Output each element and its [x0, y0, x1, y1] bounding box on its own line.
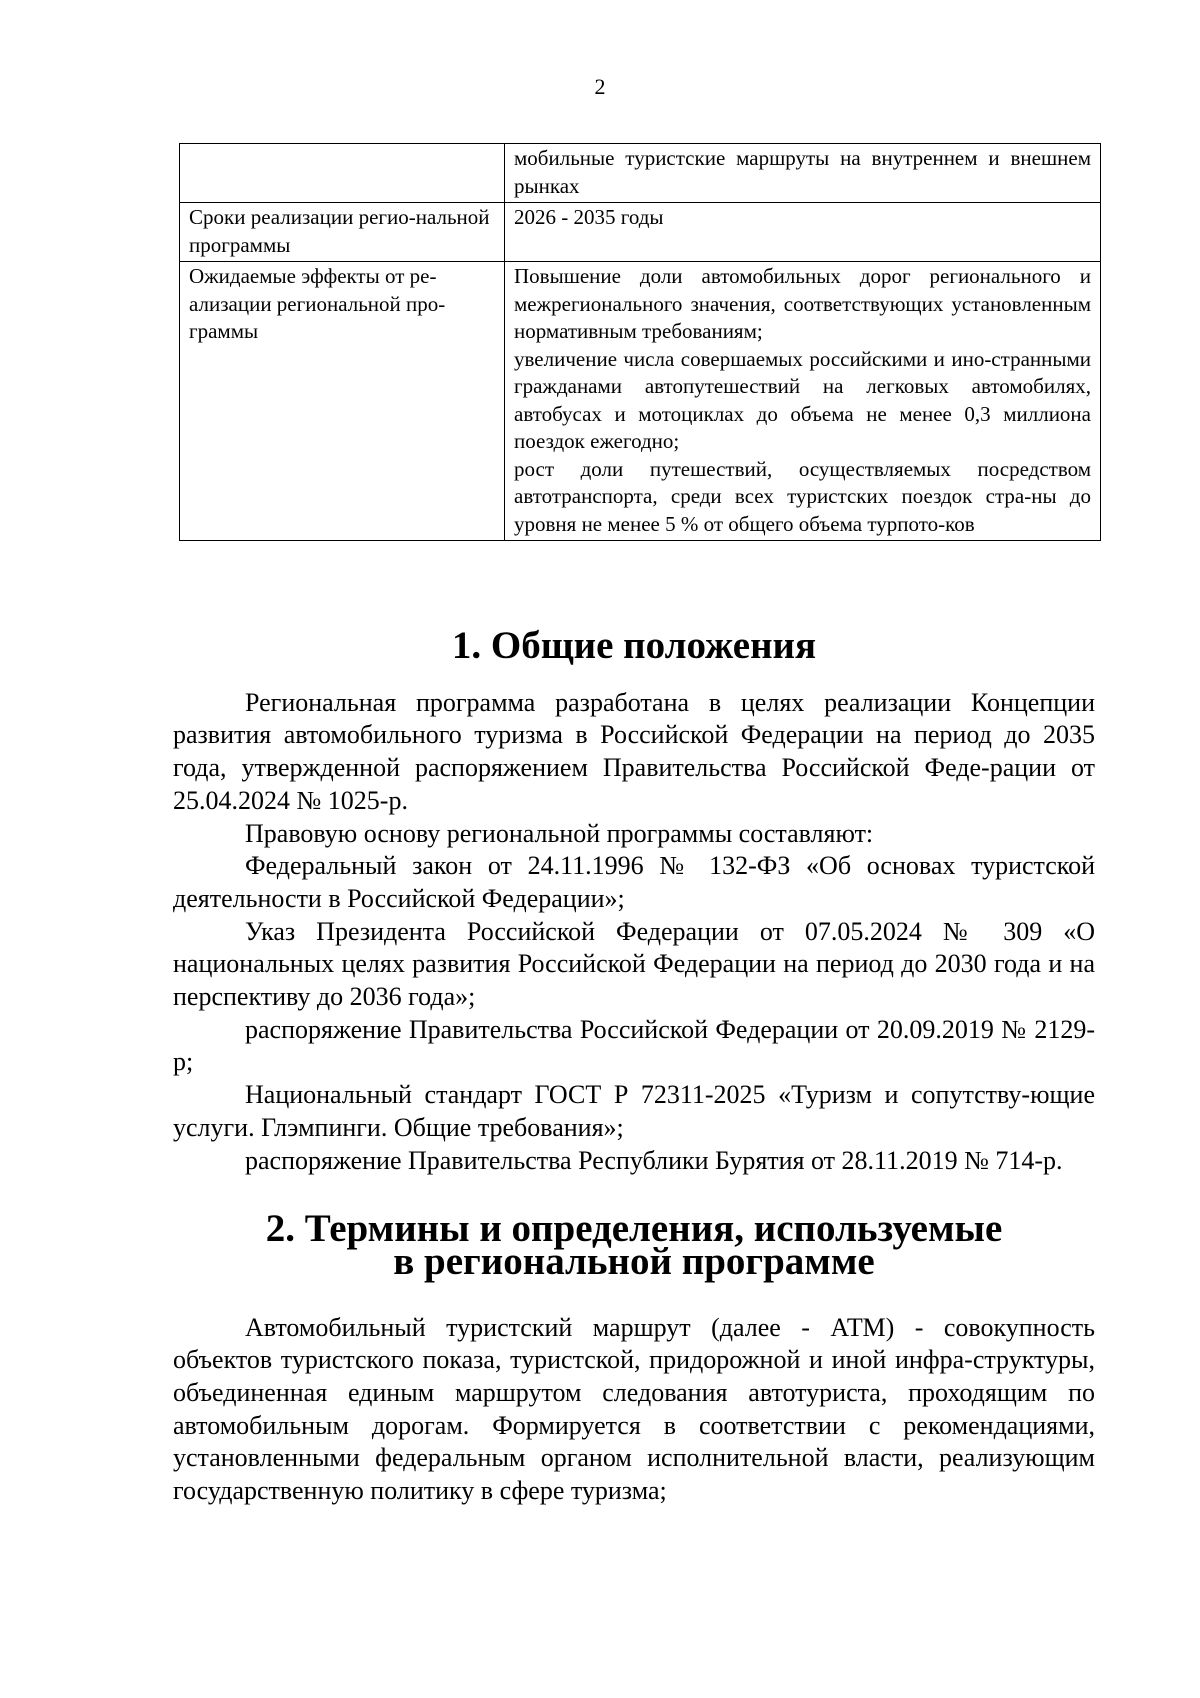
- heading-line: 2. Термины и определения, используемые: [265, 1207, 1003, 1251]
- paragraph: Региональная программа разработана в целях реализации Концепции развития автомобильного туризма в Российской Федерации на период до 2035 года, утвержденной распоряжением Правительства Российской Феде-рации от 25.04.2024 № 1025-р.: [173, 687, 1095, 815]
- paragraph: Правовую основу региональной программы составляют:: [245, 818, 874, 848]
- cell-text: Повышение доли автомобильных дорог регионального и межрегионального значения, соответствующих установленным нормативным требованиям;: [514, 264, 1091, 343]
- paragraph: распоряжение Правительства Республики Бурятия от 28.11.2019 № 714-р.: [245, 1145, 1063, 1175]
- paragraph: Национальный стандарт ГОСТ Р 72311-2025 «Туризм и сопутству-ющие услуги. Глэмпинги. Общие требования»;: [173, 1080, 1095, 1142]
- paragraph: Указ Президента Российской Федерации от 07.05.2024 № 309 «О национальных целях развития Российской Федерации на период до 2030 года и на перспективу до 2036 года»;: [173, 916, 1095, 1012]
- table-row: [180, 144, 1101, 203]
- program-passport-table: [179, 143, 1101, 541]
- table-cell-label: [180, 144, 505, 203]
- table-row: [180, 262, 1101, 541]
- cell-text: 2026 - 2035 годы: [514, 205, 664, 229]
- table-cell-value: [505, 262, 1101, 541]
- cell-text: увеличение числа совершаемых российскими и ино-странными гражданами автопутешествий на легковых автомобилях, автобусах и мотоциклах до объема не менее 0,3 миллиона поездок ежегодно;: [514, 346, 1091, 453]
- document-body: [173, 624, 1095, 1508]
- table-cell-value: [505, 144, 1101, 203]
- table-cell-value: [505, 203, 1101, 262]
- section-heading-general: 1. Общие положения: [451, 624, 817, 667]
- paragraph: распоряжение Правительства Российской Федерации от 20.09.2019 № 2129-р;: [173, 1014, 1095, 1077]
- paragraph: Федеральный закон от 24.11.1996 № 132-ФЗ «Об основах туристской деятельности в Российской Федерации»;: [173, 851, 1095, 913]
- table-cell-label: Сроки реализации регио-нальной программы: [180, 203, 505, 262]
- table-row: [180, 203, 1101, 262]
- table-cell-label: Ожидаемые эффекты от ре-ализации региональной про-граммы: [180, 262, 505, 541]
- section-heading-terms: [173, 1207, 1095, 1283]
- cell-text: рост доли путешествий, осуществляемых посредством автотранспорта, среди всех туристских поездок стра-ны до уровня не менее 5 % от общего объема турпото-ков: [514, 456, 1091, 536]
- paragraph: Автомобильный туристский маршрут (далее - АТМ) - совокупность объектов туристского показа, туристской, придорожной и иной инфра-структуры, объединенная единым маршрутом следования автотуриста, проходящим по автомобильным дорогам. Формируется в соответствии с рекомендациями, установленными федеральным органом исполнительной власти, реализующим государственную политику в сфере туризма;: [173, 1312, 1095, 1506]
- cell-text: мобильные туристские маршруты на внутреннем и внешнем рынках: [514, 146, 1091, 198]
- page-number: 2: [594, 74, 606, 99]
- heading-line: в региональной программе: [393, 1239, 875, 1283]
